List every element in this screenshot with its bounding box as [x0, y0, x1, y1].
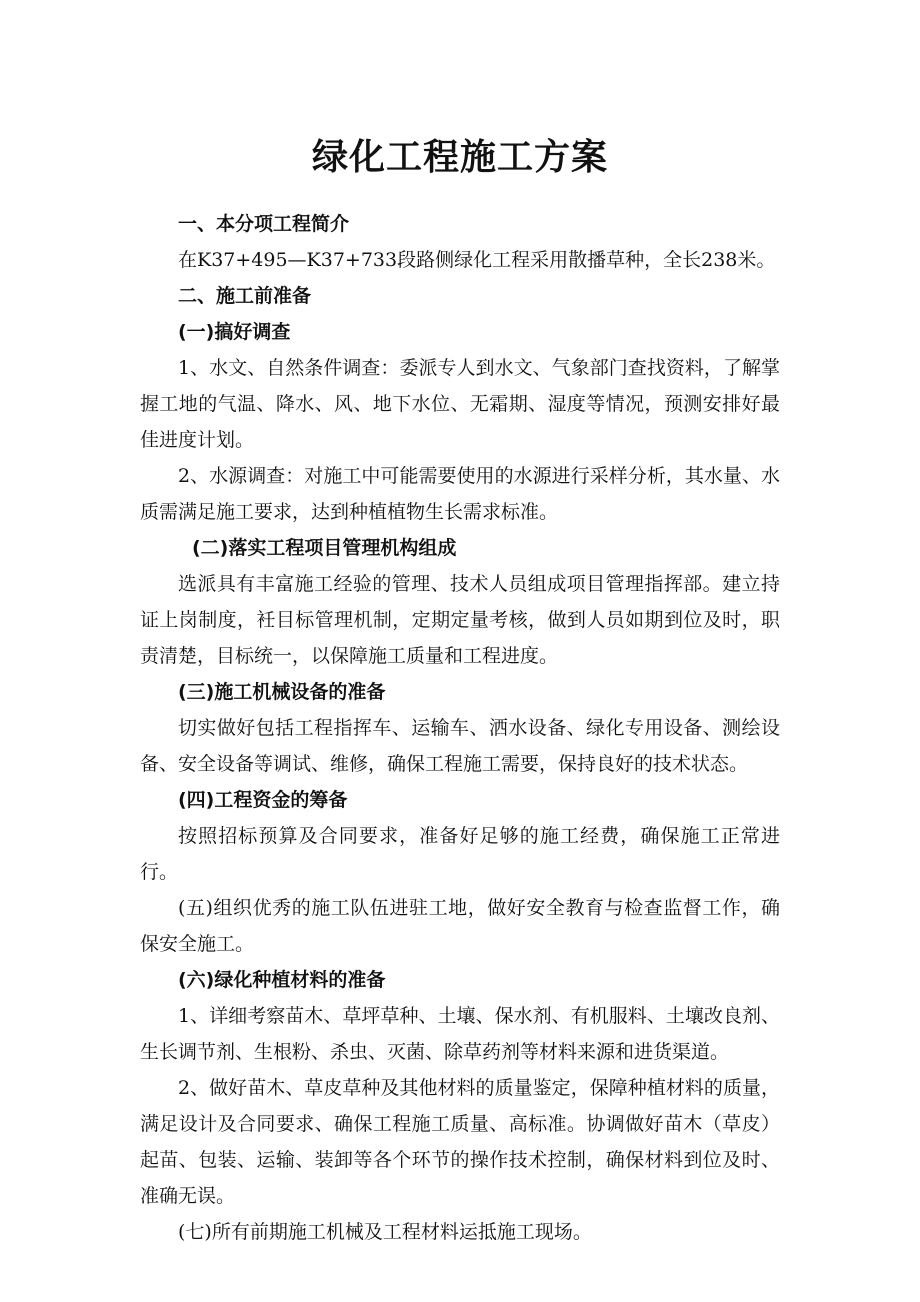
document-title: 绿化工程施工方案 — [311, 137, 608, 178]
subsection-heading-management: (二)落实工程项目管理机构组成 — [192, 537, 457, 559]
paragraph-team: (五)组织优秀的施工队伍进驻工地，做好安全教育与检查监督工作，确保安全施工。 — [140, 897, 780, 955]
paragraph-material-quality: 2、做好苗木、草皮草种及其他材料的质量鉴定，保障种植材料的质量，满足设计及合同要求、确保工程施工质量、高标准。协调做好苗木（草皮）起苗、包装、运输、装卸等各个环节的操作技术控制，确保材料到位及时、准确无误。 — [140, 1077, 780, 1207]
paragraph-material-sources: 1、详细考察苗木、草坪草种、土壤、保水剂、有机服料、土壤改良剂、生长调节剂、生根粉、杀虫、灭菌、除草药剂等材料来源和进货渠道。 — [140, 1005, 780, 1063]
paragraph-water-source-survey: 2、水源调查：对施工中可能需要使用的水源进行采样分析，其水量、水质需满足施工要求，达到种植植物生长需求标准。 — [140, 465, 780, 523]
subsection-heading-survey: (一)搞好调查 — [178, 321, 291, 343]
subsection-heading-equipment: (三)施工机械设备的准备 — [178, 681, 386, 703]
paragraph-delivery: (七)所有前期施工机械及工程材料运抵施工现场。 — [178, 1221, 592, 1243]
paragraph-funding: 按照招标预算及合同要求，准备好足够的施工经费，确保施工正常进行。 — [140, 825, 780, 883]
paragraph-equipment: 切实做好包括工程指挥车、运输车、洒水设备、绿化专用设备、测绘设备、安全设备等调试、维修，确保工程施工需要，保持良好的技术状态。 — [140, 717, 780, 775]
document-body — [140, 206, 780, 1250]
paragraph-management: 选派具有丰富施工经验的管理、技术人员组成项目管理指挥部。建立持证上岗制度，衽目标管理机制，定期定量考核，做到人员如期到位及时，职责清楚，目标统一，以保障施工质量和工程进度。 — [140, 573, 780, 667]
paragraph-hydrology-survey: 1、水文、自然条件调查：委派专人到水文、气象部门查找资料，了解掌握工地的气温、降水、风、地下水位、无霜期、湿度等情况，预测安排好最佳进度计划。 — [140, 357, 780, 451]
section-heading-intro: 一、本分项工程简介 — [178, 213, 350, 235]
paragraph-scope: 在K37+495—K37+733段路侧绿化工程采用散播草种，全长238米。 — [178, 249, 776, 271]
subsection-heading-materials: (六)绿化种植材料的准备 — [178, 969, 386, 991]
section-heading-preparation: 二、施工前准备 — [178, 285, 312, 307]
subsection-heading-funding: (四)工程资金的筹备 — [178, 789, 348, 811]
